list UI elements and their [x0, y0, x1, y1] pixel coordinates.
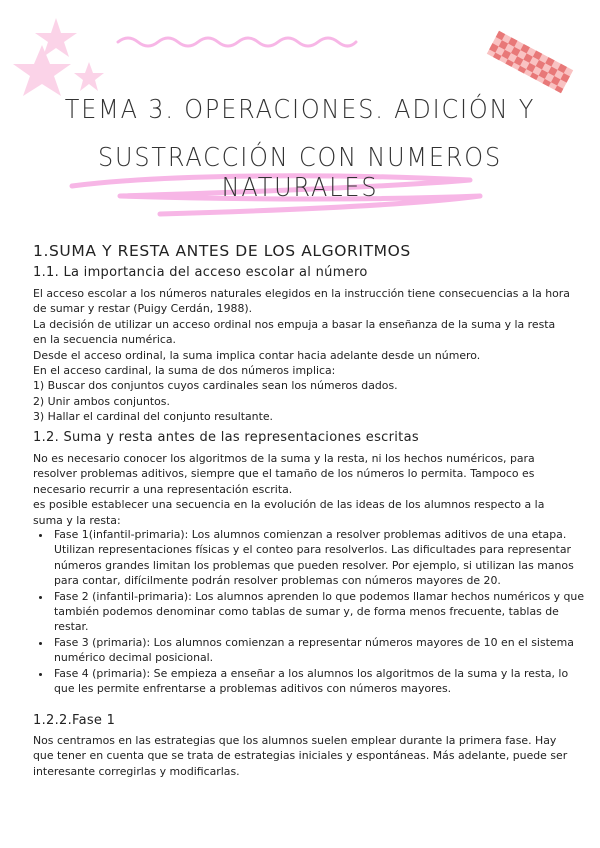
paragraph: 1) Buscar dos conjuntos cuyos cardinales sean los números dados.	[33, 379, 398, 393]
paragraph: En el acceso cardinal, la suma de dos números implica:	[33, 364, 336, 378]
page-title-line-1: TEMA 3. OPERACIONES. ADICIÓN Y	[64, 95, 536, 125]
list-item: • Fase 2 (infantil-primaria): Los alumnos aprenden lo que podemos llamar hechos numéricos y que también podemos denominar como tablas de sumar y, de forma menos frecuente, tablas de restar.	[52, 589, 590, 635]
page-title-line-2: SUSTRACCIÓN CON NUMEROS NATURALES	[98, 143, 502, 203]
list-item: • Fase 4 (primaria): Se empieza a enseñar a los alumnos los algoritmos de la suma y la resta, lo que les permite enfrentarse a problemas aditivos con números mayores.	[52, 666, 590, 697]
paragraph: No es necesario conocer los algoritmos de la suma y la resta, ni los hechos numéricos, para resolver problemas aditivos, siempre que el tamaño de los números lo permita. Tampoco es necesario recurrir a una representación escrita.	[33, 452, 535, 496]
list-item: • Fase 1(infantil-primaria): Los alumnos comienzan a resolver problemas aditivos de una etapa. Utilizan representaciones físicas y el conteo para resolverlos. Las dificultades para representar números grandes limitan los problemas que pueden resolver. Por ejemplo, si utilizan las manos para contar, difícilmente podrán resolver problemas con números mayores de 20.	[52, 527, 590, 589]
subsection-1-2-2-body	[33, 733, 571, 779]
subsection-heading-1-1: 1.1. La importancia del acceso escolar al número	[33, 265, 368, 280]
star-icon	[74, 62, 104, 91]
section-heading: 1.SUMA Y RESTA ANTES DE LOS ALGORITMOS	[33, 242, 411, 260]
paragraph: Nos centramos en las estrategias que los alumnos suelen emplear durante la primera fase. Hay que tener en cuenta que se trata de estrategias iniciales y espontáneas. Más adelante, puede ser interesante corregirlas y modificarlas.	[33, 734, 568, 778]
star-icon	[13, 45, 71, 96]
subsection-heading-1-2: 1.2. Suma y resta antes de las representaciones escritas	[33, 430, 419, 445]
phase-list	[33, 527, 590, 696]
subsection-1-1-body	[33, 286, 571, 425]
washi-tape	[487, 31, 573, 93]
paragraph: Desde el acceso ordinal, la suma implica contar hacia adelante desde un número.	[33, 348, 481, 362]
paragraph: La decisión de utilizar un acceso ordinal nos empuja a basar la enseñanza de la suma y la resta en la secuencia numérica.	[33, 317, 556, 347]
paragraph: El acceso escolar a los números naturales elegidos en la instrucción tiene consecuencias a la hora de sumar y restar (Puigy Cerdán, 1988).	[33, 287, 570, 316]
subsection-1-2-body	[33, 451, 571, 528]
paragraph: 2) Unir ambos conjuntos.	[33, 394, 170, 408]
paragraph: es posible establecer una secuencia en la evolución de las ideas de los alumnos respecto a la suma y la resta:	[33, 498, 545, 527]
list-item: • Fase 3 (primaria): Los alumnos comienzan a representar números mayores de 10 en el sistema numérico decimal posicional.	[52, 635, 590, 666]
pink-scribble-top	[118, 38, 356, 46]
paragraph: 3) Hallar el cardinal del conjunto resultante.	[33, 410, 274, 424]
subsection-heading-1-2-2: 1.2.2.Fase 1	[33, 713, 116, 728]
